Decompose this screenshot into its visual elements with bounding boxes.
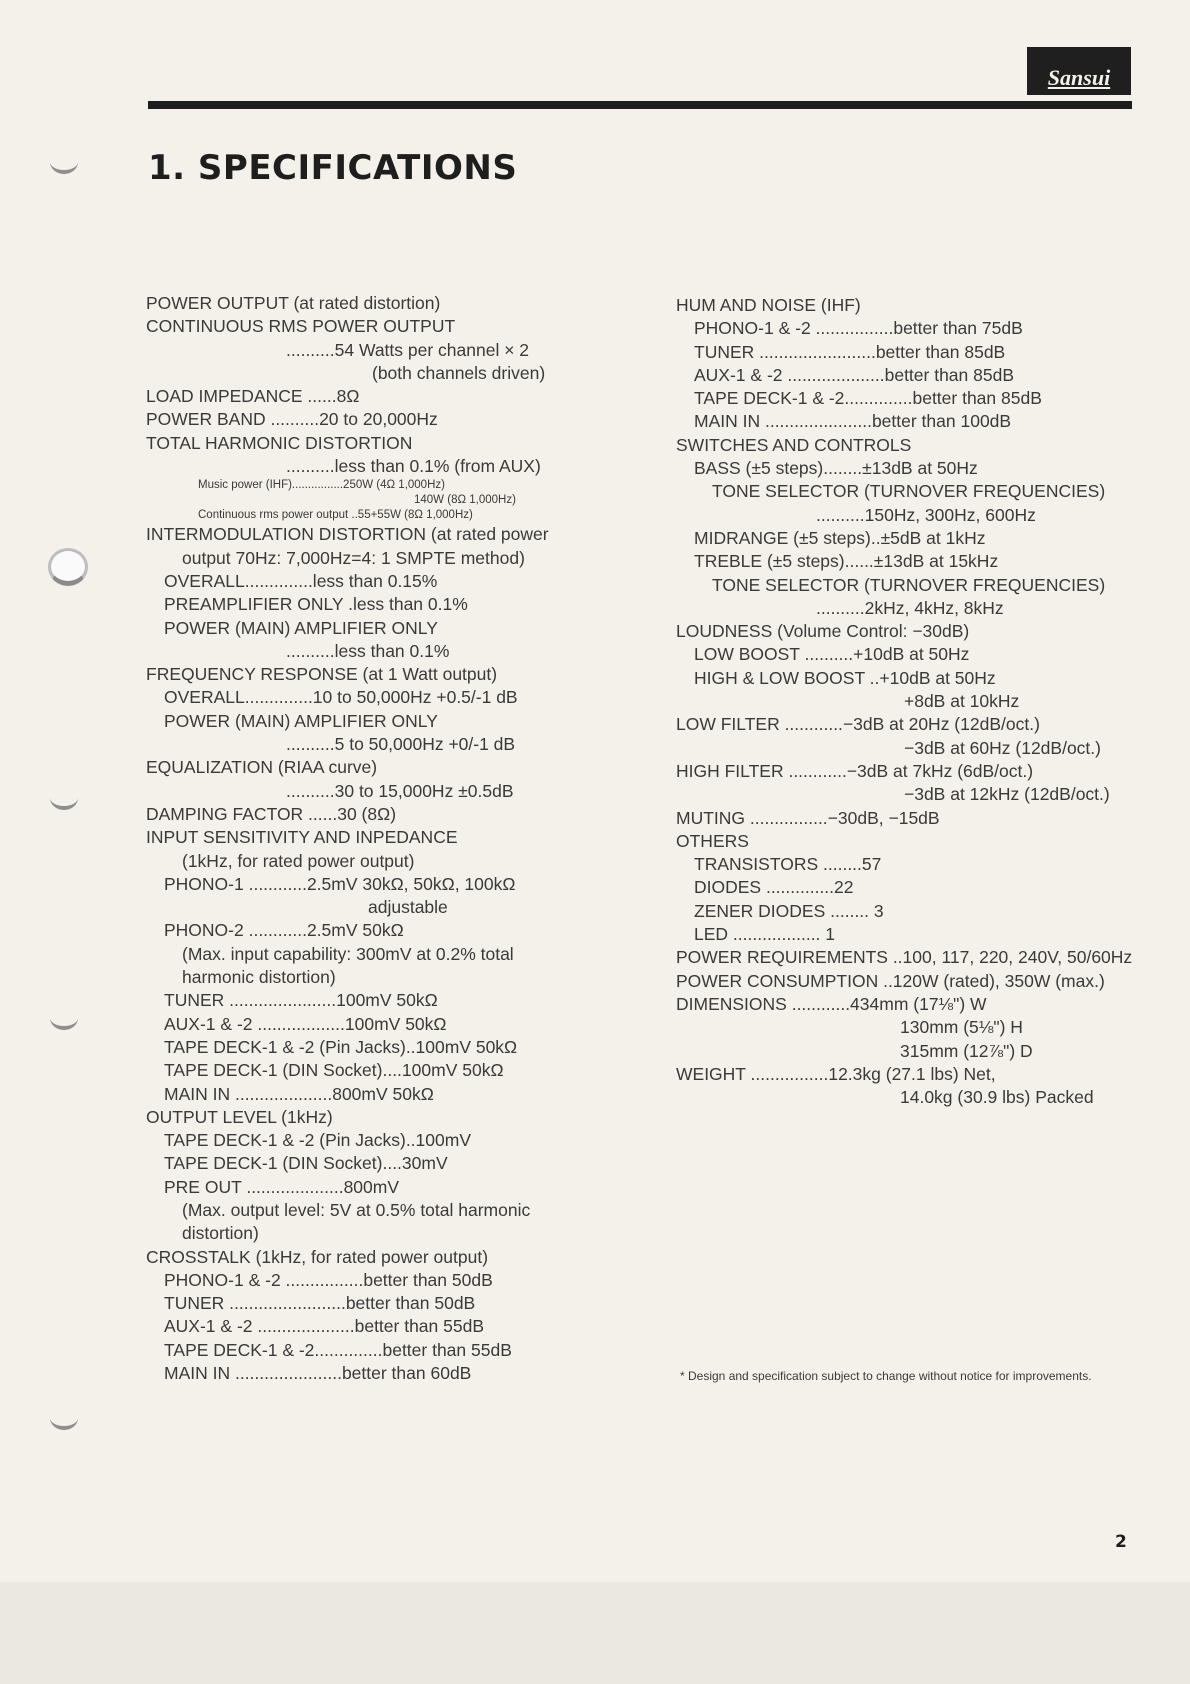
spec-line: 140W (8Ω 1,000Hz) (414, 494, 516, 507)
spec-line: PRE OUT ....................800mV (164, 1176, 400, 1197)
spec-line: PHONO-1 ............2.5mV 30kΩ, 50kΩ, 100kΩ (164, 873, 516, 894)
spec-line: CROSSTALK (1kHz, for rated power output) (146, 1246, 489, 1267)
spec-line: (1kHz, for rated power output) (182, 850, 415, 871)
spec-line: WEIGHT ................12.3kg (27.1 lbs) Net, (676, 1063, 996, 1084)
spec-line: 14.0kg (30.9 lbs) Packed (900, 1087, 1094, 1108)
spec-line: TAPE DECK-1 (DIN Socket)....100mV 50kΩ (164, 1060, 504, 1081)
spec-line: (Max. output level: 5V at 0.5% total harmonic (182, 1199, 531, 1220)
spec-line: OUTPUT LEVEL (1kHz) (146, 1106, 333, 1127)
binder-hole-5 (50, 1406, 78, 1430)
spec-line: MAIN IN ......................better than 60dB (164, 1363, 472, 1384)
spec-line: distortion) (182, 1223, 259, 1244)
spec-line: TONE SELECTOR (TURNOVER FREQUENCIES) (712, 574, 1106, 595)
spec-line: AUX-1 & -2 ..................100mV 50kΩ (164, 1013, 447, 1034)
spec-line: DIMENSIONS ............434mm (17⅛") W (676, 993, 987, 1014)
spec-line: Music power (IHF)................250W (4Ω 1,000Hz) (198, 479, 445, 492)
spec-line: ..........54 Watts per channel × 2 (286, 339, 530, 360)
spec-line: ZENER DIODES ........ 3 (694, 900, 884, 921)
spec-line: POWER CONSUMPTION ..120W (rated), 350W (max.) (676, 970, 1105, 991)
spec-line: ..........less than 0.1% (from AUX) (286, 456, 541, 477)
spec-line: LOUDNESS (Volume Control: −30dB) (676, 621, 970, 642)
spec-line: CONTINUOUS RMS POWER OUTPUT (146, 316, 456, 337)
binder-hole-4 (50, 1006, 78, 1030)
spec-column-right (676, 294, 1146, 1109)
spec-line: LED .................. 1 (694, 924, 836, 945)
spec-line: TAPE DECK-1 & -2 (Pin Jacks)..100mV 50kΩ (164, 1036, 518, 1057)
spec-line: DAMPING FACTOR ......30 (8Ω) (146, 803, 397, 824)
spec-line: HIGH & LOW BOOST ..+10dB at 50Hz (694, 667, 996, 688)
spec-line: LOAD IMPEDANCE ......8Ω (146, 386, 360, 407)
spec-line: 315mm (12⅞") D (900, 1040, 1033, 1061)
spec-line: output 70Hz: 7,000Hz=4: 1 SMPTE method) (182, 547, 525, 568)
spec-line: MIDRANGE (±5 steps)..±5dB at 1kHz (694, 527, 986, 548)
spec-line: HIGH FILTER ............−3dB at 7kHz (6dB/oct.) (676, 760, 1034, 781)
spec-line: MAIN IN ....................800mV 50kΩ (164, 1083, 434, 1104)
spec-line: ..........less than 0.1% (286, 640, 450, 661)
spec-line: TONE SELECTOR (TURNOVER FREQUENCIES) (712, 481, 1106, 502)
spec-line: (Max. input capability: 300mV at 0.2% total (182, 943, 514, 964)
page-bottom-margin (0, 1582, 1190, 1684)
spec-line: PREAMPLIFIER ONLY .less than 0.1% (164, 594, 468, 615)
spec-line: HUM AND NOISE (IHF) (676, 295, 861, 315)
spec-line: BASS (±5 steps)........±13dB at 50Hz (694, 458, 978, 479)
spec-line: FREQUENCY RESPONSE (at 1 Watt output) (146, 664, 498, 685)
spec-line: −3dB at 12kHz (12dB/oct.) (904, 784, 1110, 805)
binder-hole-3 (50, 786, 78, 810)
spec-line: ..........30 to 15,000Hz ±0.5dB (286, 780, 514, 801)
spec-line: AUX-1 & -2 ....................better than 85dB (694, 364, 1015, 385)
spec-line: MAIN IN ......................better than 100dB (694, 411, 1012, 432)
spec-line: POWER REQUIREMENTS ..100, 117, 220, 240V, 50/60Hz (676, 947, 1133, 968)
spec-line: MUTING ................−30dB, −15dB (676, 807, 940, 828)
sansui-logo: Sansui (1027, 47, 1131, 95)
footnote: * Design and specification subject to change without notice for improvements. (680, 1369, 1092, 1383)
spec-line: INTERMODULATION DISTORTION (at rated power (146, 524, 549, 545)
spec-line: TREBLE (±5 steps)......±13dB at 15kHz (694, 551, 999, 572)
spec-line: POWER (MAIN) AMPLIFIER ONLY (164, 617, 438, 638)
spec-line: TAPE DECK-1 & -2..............better than 85dB (694, 388, 1042, 409)
binder-hole-1 (50, 150, 78, 174)
page-number: 2 (1115, 1532, 1127, 1552)
spec-line: OVERALL..............10 to 50,000Hz +0.5/-1 dB (164, 687, 518, 708)
spec-line: harmonic distortion) (182, 967, 336, 988)
spec-line: ..........2kHz, 4kHz, 8kHz (816, 597, 1004, 618)
spec-line: SWITCHES AND CONTROLS (676, 434, 912, 455)
spec-line: PHONO-1 & -2 ................better than 75dB (694, 318, 1023, 339)
spec-line: EQUALIZATION (RIAA curve) (146, 757, 378, 778)
spec-line: OVERALL..............less than 0.15% (164, 570, 438, 591)
spec-line: PHONO-2 ............2.5mV 50kΩ (164, 920, 404, 941)
spec-line: +8dB at 10kHz (904, 691, 1020, 712)
spec-line: 130mm (5⅛") H (900, 1017, 1023, 1038)
spec-line: TRANSISTORS ........57 (694, 854, 882, 875)
spec-line: DIODES ..............22 (694, 877, 854, 898)
spec-line: adjustable (368, 897, 448, 918)
spec-line: POWER OUTPUT (at rated distortion) (146, 293, 441, 313)
spec-line: OTHERS (676, 830, 749, 851)
spec-line: AUX-1 & -2 ....................better than 55dB (164, 1316, 485, 1337)
spec-line: LOW FILTER ............−3dB at 20Hz (12dB/oct.) (676, 714, 1040, 735)
spec-line: POWER (MAIN) AMPLIFIER ONLY (164, 710, 438, 731)
spec-line: POWER BAND ..........20 to 20,000Hz (146, 409, 438, 430)
binder-hole-2 (48, 548, 88, 586)
spec-line: TAPE DECK-1 & -2 (Pin Jacks)..100mV (164, 1130, 471, 1151)
spec-line: TAPE DECK-1 (DIN Socket)....30mV (164, 1153, 448, 1174)
spec-line: TAPE DECK-1 & -2..............better than 55dB (164, 1339, 512, 1360)
spec-line: LOW BOOST ..........+10dB at 50Hz (694, 644, 970, 665)
spec-line: ..........150Hz, 300Hz, 600Hz (816, 504, 1036, 525)
spec-line: PHONO-1 & -2 ................better than 50dB (164, 1269, 493, 1290)
spec-line: Continuous rms power output ..55+55W (8Ω 1,000Hz) (198, 509, 473, 522)
spec-line: INPUT SENSITIVITY AND INPEDANCE (146, 827, 458, 848)
spec-line: TOTAL HARMONIC DISTORTION (146, 432, 413, 453)
spec-line: ..........5 to 50,000Hz +0/-1 dB (286, 734, 516, 755)
header-rule (148, 101, 1132, 109)
page-title: 1. SPECIFICATIONS (148, 148, 518, 188)
spec-line: TUNER ......................100mV 50kΩ (164, 990, 438, 1011)
spec-line: −3dB at 60Hz (12dB/oct.) (904, 737, 1101, 758)
spec-column-left (146, 292, 616, 1385)
spec-line: TUNER ........................better than 85dB (694, 341, 1006, 362)
spec-line: TUNER ........................better than 50dB (164, 1293, 476, 1314)
spec-line: (both channels driven) (372, 362, 546, 383)
